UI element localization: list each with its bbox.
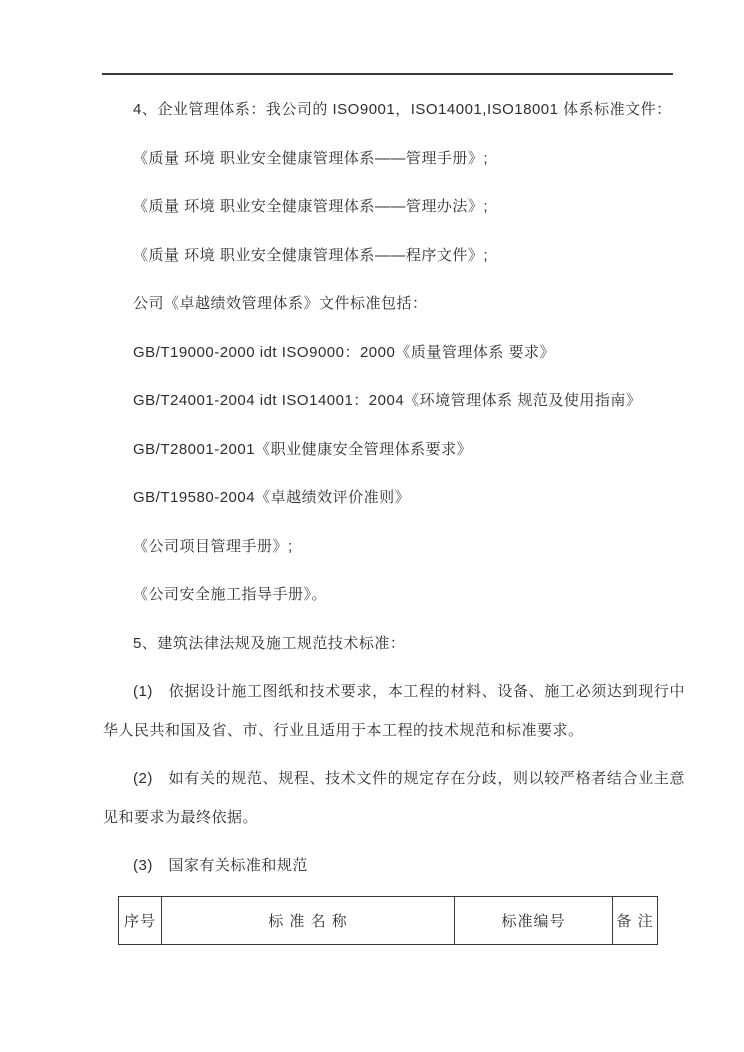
standards-table bbox=[118, 896, 658, 945]
paragraph-procedure-documents: 《质量 环境 职业安全健康管理体系——程序文件》; bbox=[133, 246, 489, 264]
document-content bbox=[103, 75, 685, 945]
paragraph-item-3: (3) 国家有关标准和规范 bbox=[133, 857, 308, 874]
th-standard-name: 标 准 名 称 bbox=[162, 896, 455, 944]
paragraph-item-1: (1) 依据设计施工图纸和技术要求，本工程的材料、设备、施工必须达到现行中华人民共和国及省、市、行业且适用于本工程的技术规范和标准要求。 bbox=[103, 683, 685, 739]
paragraph-item-2: (2) 如有关的规范、规程、技术文件的规定存在分歧，则以较严格者结合业主意见和要求为最终依据。 bbox=[103, 770, 685, 826]
paragraph-gbt28001: GB/T28001-2001《职业健康安全管理体系要求》 bbox=[133, 440, 473, 458]
th-serial-number: 序号 bbox=[119, 896, 162, 944]
paragraph-gbt19000: GB/T19000-2000 idt ISO9000：2000《质量管理体系 要求》 bbox=[133, 343, 556, 361]
th-standard-code: 标准编号 bbox=[455, 896, 613, 944]
paragraph-safety-manual: 《公司安全施工指导手册》。 bbox=[133, 586, 328, 603]
paragraph-management-manual: 《质量 环境 职业安全健康管理体系——管理手册》; bbox=[133, 149, 489, 167]
paragraph-laws-standards-heading: 5、建筑法律法规及施工规范技术标准： bbox=[133, 634, 406, 652]
standards-table-header-row bbox=[119, 896, 658, 944]
paragraph-enterprise-system: 4、企业管理体系：我公司的 ISO9001，ISO14001,ISO18001 体系标准文件： bbox=[133, 101, 672, 118]
paragraph-gbt19580: GB/T19580-2004《卓越绩效评价准则》 bbox=[133, 489, 411, 506]
paragraph-project-manual: 《公司项目管理手册》; bbox=[133, 537, 293, 555]
paragraph-performance-system-intro: 公司《卓越绩效管理体系》文件标准包括： bbox=[133, 295, 428, 312]
th-remarks: 备 注 bbox=[613, 896, 658, 944]
paragraph-management-measures: 《质量 环境 职业安全健康管理体系——管理办法》; bbox=[133, 198, 489, 215]
paragraph-gbt24001: GB/T24001-2004 idt ISO14001：2004《环境管理体系 规范及使用指南》 bbox=[133, 392, 642, 409]
